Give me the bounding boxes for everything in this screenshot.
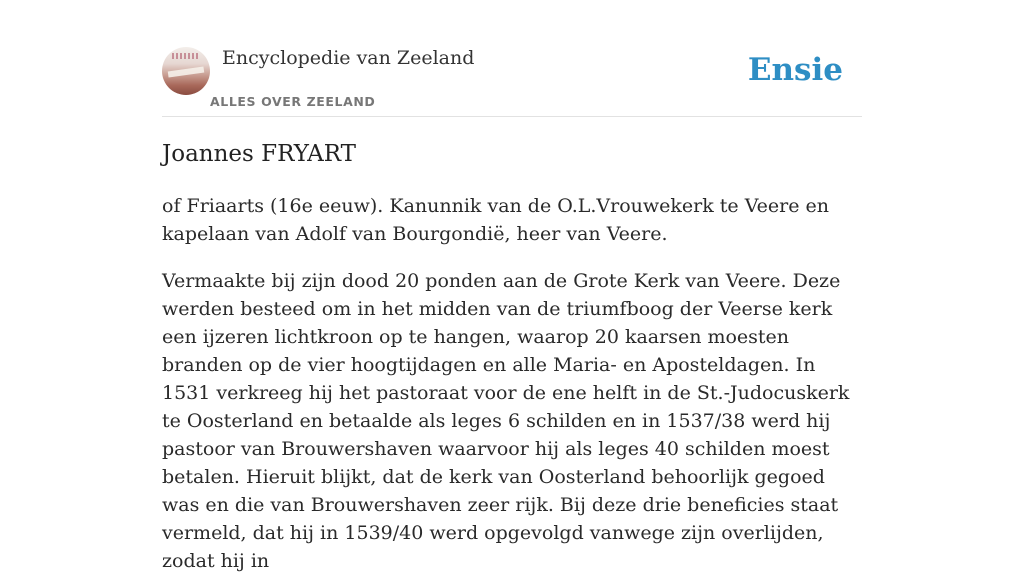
avatar-detail: [168, 67, 204, 78]
article-paragraph: of Friaarts (16e eeuw). Kanunnik van de O.L.Vrouwekerk te Veere en kapelaan van Adolf van Bourgondië, heer van Veere.: [162, 195, 830, 245]
site-title[interactable]: Encyclopedie van Zeeland: [222, 47, 475, 69]
site-tagline: ALLES OVER ZEELAND: [210, 94, 376, 109]
avatar-detail: [172, 53, 200, 59]
site-header: [162, 44, 862, 117]
article-paragraph: Vermaakte bij zijn dood 20 ponden aan de Grote Kerk van Veere. Deze werden besteed om in het midden van de triumfboog der Veerse kerk een ijzeren lichtkroon op te hangen, waarop 20 kaarsen moesten branden op de vier hoogtijdagen en alle Maria- en Aposteldagen. In 1531 verkreeg hij het pastoraat voor de ene helft in de St.-Judocuskerk te Oosterland en betaalde als leges 6 schilden en in 1537/38 werd hij pastoor van Brouwershaven waarvoor hij als leges 40 schilden moest betalen. Hieruit blijkt, dat de kerk van Oosterland behoorlijk gegoed was en die van Brouwershaven zeer rijk. Bij deze drie beneficies staat vermeld, dat hij in 1539/40 werd opgevolgd vanwege zijn overlijden, zodat hij in: [162, 270, 850, 572]
site-avatar[interactable]: [162, 47, 210, 95]
article-title: Joannes FRYART: [162, 141, 356, 167]
ensie-logo-link[interactable]: Ensie: [747, 52, 843, 88]
article: [162, 138, 864, 575]
